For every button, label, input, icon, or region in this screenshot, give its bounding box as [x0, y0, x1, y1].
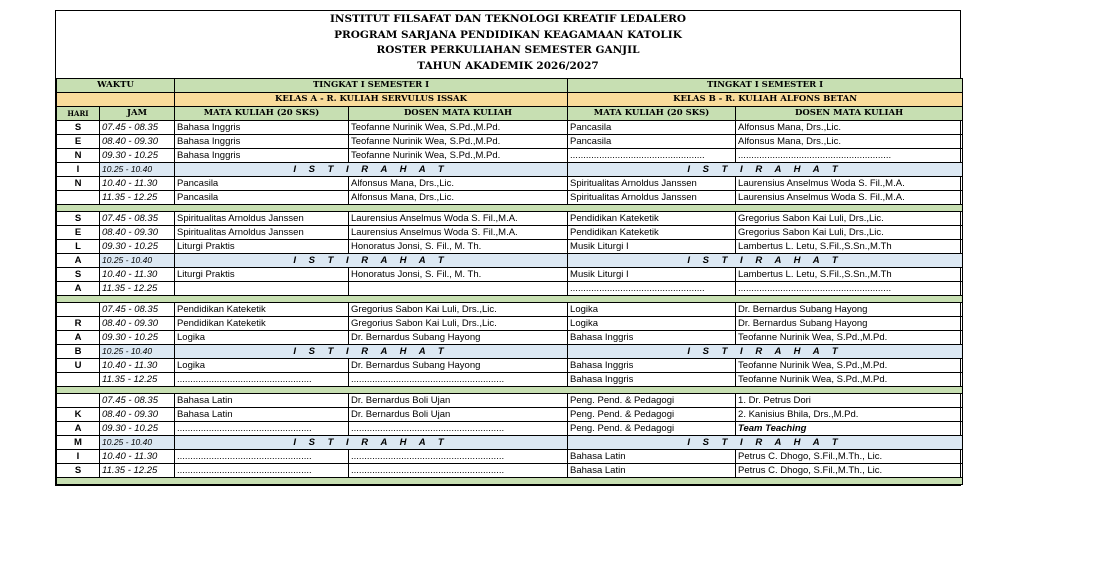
lecturer-b: Dr. Bernardus Subang Hayong [736, 303, 963, 317]
break-row [57, 345, 963, 359]
course-b: ................................................... [568, 282, 736, 296]
lecturer-b: Teofanne Nurinik Wea, S.Pd.,M.Pd. [736, 373, 963, 387]
lecturer-b: Dr. Bernardus Subang Hayong [736, 317, 963, 331]
schedule-row [57, 422, 963, 436]
lecturer-a: .......................................................... [349, 373, 568, 387]
lecturer-a: Laurensius Anselmus Woda S. Fil.,M.A. [349, 226, 568, 240]
waktu-header: WAKTU [57, 79, 175, 93]
separator-cell [57, 387, 963, 394]
schedule-row [57, 191, 963, 205]
lecturer-b: Petrus C. Dhogo, S.Fil.,M.Th., Lic. [736, 464, 963, 478]
day-letter: S [57, 268, 100, 282]
lecturer-a: Honoratus Jonsi, S. Fil., M. Th. [349, 268, 568, 282]
day-letter: A [57, 331, 100, 345]
day-letter: I [57, 450, 100, 464]
schedule-row [57, 450, 963, 464]
kelas-spacer [57, 93, 175, 107]
lecturer-a: .......................................................... [349, 450, 568, 464]
lecturer-b: 1. Dr. Petrus Dori [736, 394, 963, 408]
day-letter: A [57, 282, 100, 296]
lecturer-b: .......................................................... [736, 149, 963, 163]
time-slot: 09.30 - 10.25 [100, 240, 175, 254]
course-b: Pancasila [568, 121, 736, 135]
time-slot: 10.25 - 10.40 [100, 163, 175, 177]
course-b: Bahasa Latin [568, 450, 736, 464]
lecturer-b: Alfonsus Mana, Drs.,Lic. [736, 135, 963, 149]
kelas-header-b: KELAS B - R. KULIAH ALFONS BETAN [568, 93, 963, 107]
lecturer-b: 2. Kanisius Bhila, Drs.,M.Pd. [736, 408, 963, 422]
lecturer-a: Gregorius Sabon Kai Luli, Drs.,Lic. [349, 317, 568, 331]
time-slot: 10.25 - 10.40 [100, 254, 175, 268]
course-a: Pendidikan Kateketik [175, 317, 349, 331]
schedule-row [57, 135, 963, 149]
day-letter [57, 191, 100, 205]
tingkat-header-a: TINGKAT I SEMESTER I [175, 79, 568, 93]
lecturer-b: Gregorius Sabon Kai Luli, Drs.,Lic. [736, 226, 963, 240]
mata-kuliah-header-b: MATA KULIAH (20 SKS) [568, 107, 736, 121]
schedule-row [57, 359, 963, 373]
lecturer-a: Laurensius Anselmus Woda S. Fil.,M.A. [349, 212, 568, 226]
lecturer-b: Teofanne Nurinik Wea, S.Pd.,M.Pd. [736, 331, 963, 345]
program-name: PROGRAM SARJANA PENDIDIKAN KEAGAMAAN KATOLIK [334, 28, 682, 41]
course-b: Peng. Pend. & Pedagogi [568, 422, 736, 436]
course-a: Bahasa Inggris [175, 135, 349, 149]
separator-cell [57, 296, 963, 303]
lecturer-a: Teofanne Nurinik Wea, S.Pd.,M.Pd. [349, 149, 568, 163]
time-slot: 08.40 - 09.30 [100, 135, 175, 149]
hari-header: HARI [57, 107, 100, 121]
break-label-a: I S T I R A H A T [175, 163, 568, 177]
day-letter: A [57, 422, 100, 436]
course-b: Bahasa Inggris [568, 373, 736, 387]
course-a [175, 282, 349, 296]
time-slot: 07.45 - 08.35 [100, 394, 175, 408]
separator-cell [57, 478, 963, 485]
time-slot: 11.35 - 12.25 [100, 282, 175, 296]
lecturer-a [349, 282, 568, 296]
mata-kuliah-header-a: MATA KULIAH (20 SKS) [175, 107, 349, 121]
lecturer-a: Alfonsus Mana, Drs.,Lic. [349, 191, 568, 205]
schedule-row [57, 331, 963, 345]
day-letter: R [57, 317, 100, 331]
day-separator [57, 296, 963, 303]
time-slot: 10.40 - 11.30 [100, 177, 175, 191]
time-slot: 08.40 - 09.30 [100, 408, 175, 422]
lecturer-b: Laurensius Anselmus Woda S. Fil.,M.A. [736, 191, 963, 205]
schedule-row [57, 212, 963, 226]
break-row [57, 163, 963, 177]
course-b: Pendidikan Kateketik [568, 212, 736, 226]
time-slot: 07.45 - 08.35 [100, 303, 175, 317]
schedule-row [57, 282, 963, 296]
break-label-a: I S T I R A H A T [175, 254, 568, 268]
course-a: Logika [175, 331, 349, 345]
break-label-b: I S T I R A H A T [568, 345, 963, 359]
time-slot: 11.35 - 12.25 [100, 373, 175, 387]
lecturer-a: Gregorius Sabon Kai Luli, Drs.,Lic. [349, 303, 568, 317]
course-a: Pancasila [175, 191, 349, 205]
day-letter: N [57, 149, 100, 163]
lecturer-a: Dr. Bernardus Boli Ujan [349, 394, 568, 408]
course-a: Spiritualitas Arnoldus Janssen [175, 226, 349, 240]
schedule-row [57, 408, 963, 422]
schedule-row [57, 303, 963, 317]
course-a: Liturgi Praktis [175, 240, 349, 254]
course-b: Bahasa Inggris [568, 359, 736, 373]
day-letter: M [57, 436, 100, 450]
course-b: Spiritualitas Arnoldus Janssen [568, 191, 736, 205]
break-label-b: I S T I R A H A T [568, 163, 963, 177]
lecturer-a: Dr. Bernardus Boli Ujan [349, 408, 568, 422]
break-label-a: I S T I R A H A T [175, 345, 568, 359]
course-b: Bahasa Latin [568, 464, 736, 478]
roster-title: ROSTER PERKULIAHAN SEMESTER GANJIL [376, 44, 640, 56]
institute-name: INSTITUT FILSAFAT DAN TEKNOLOGI KREATIF LEDALERO [329, 13, 687, 25]
course-b: Peng. Pend. & Pedagogi [568, 408, 736, 422]
schedule-row [57, 317, 963, 331]
day-letter [57, 394, 100, 408]
lecturer-b: Teofanne Nurinik Wea, S.Pd.,M.Pd. [736, 359, 963, 373]
academic-year: TAHUN AKADEMIK 2026/2027 [417, 59, 599, 72]
lecturer-b: Alfonsus Mana, Drs.,Lic. [736, 121, 963, 135]
lecturer-a: .......................................................... [349, 464, 568, 478]
schedule-row [57, 121, 963, 135]
schedule-sheet [55, 10, 961, 486]
time-slot: 10.40 - 11.30 [100, 268, 175, 282]
time-slot: 08.40 - 09.30 [100, 226, 175, 240]
lecturer-b: Gregorius Sabon Kai Luli, Drs.,Lic. [736, 212, 963, 226]
tingkat-header-b: TINGKAT I SEMESTER I [568, 79, 963, 93]
day-separator [57, 205, 963, 212]
day-letter: S [57, 212, 100, 226]
lecturer-b: Team Teaching [736, 422, 963, 436]
lecturer-b: Laurensius Anselmus Woda S. Fil.,M.A. [736, 177, 963, 191]
lecturer-b: Petrus C. Dhogo, S.Fil.,M.Th., Lic. [736, 450, 963, 464]
course-a: Spiritualitas Arnoldus Janssen [175, 212, 349, 226]
time-slot: 09.30 - 10.25 [100, 331, 175, 345]
day-letter: I [57, 163, 100, 177]
course-b: ................................................... [568, 149, 736, 163]
day-letter: S [57, 121, 100, 135]
break-row [57, 436, 963, 450]
course-b: Musik Liturgi I [568, 268, 736, 282]
day-letter [57, 373, 100, 387]
lecturer-a: Dr. Bernardus Subang Hayong [349, 331, 568, 345]
schedule-row [57, 177, 963, 191]
dosen-header-a: DOSEN MATA KULIAH [349, 107, 568, 121]
day-letter: N [57, 177, 100, 191]
course-a: ................................................... [175, 373, 349, 387]
course-a: Bahasa Inggris [175, 121, 349, 135]
course-a: ................................................... [175, 464, 349, 478]
dosen-header-b: DOSEN MATA KULIAH [736, 107, 963, 121]
time-slot: 07.45 - 08.35 [100, 212, 175, 226]
separator-cell [57, 205, 963, 212]
time-slot: 08.40 - 09.30 [100, 317, 175, 331]
break-row [57, 254, 963, 268]
schedule-row [57, 149, 963, 163]
time-slot: 10.25 - 10.40 [100, 345, 175, 359]
course-b: Logika [568, 317, 736, 331]
course-b: Peng. Pend. & Pedagogi [568, 394, 736, 408]
schedule-row [57, 394, 963, 408]
day-letter [57, 303, 100, 317]
lecturer-a: Dr. Bernardus Subang Hayong [349, 359, 568, 373]
day-letter: L [57, 240, 100, 254]
break-label-b: I S T I R A H A T [568, 436, 963, 450]
day-separator [57, 387, 963, 394]
break-label-b: I S T I R A H A T [568, 254, 963, 268]
schedule-row [57, 226, 963, 240]
lecturer-a: .......................................................... [349, 422, 568, 436]
lecturer-a: Teofanne Nurinik Wea, S.Pd.,M.Pd. [349, 121, 568, 135]
course-a: Pendidikan Kateketik [175, 303, 349, 317]
time-slot: 10.40 - 11.30 [100, 450, 175, 464]
course-a: Logika [175, 359, 349, 373]
course-a: Pancasila [175, 177, 349, 191]
time-slot: 07.45 - 08.35 [100, 121, 175, 135]
time-slot: 09.30 - 10.25 [100, 422, 175, 436]
document-header [56, 11, 960, 78]
lecturer-b: Lambertus L. Letu, S.Fil.,S.Sn.,M.Th [736, 268, 963, 282]
course-b: Logika [568, 303, 736, 317]
course-b: Pendidikan Kateketik [568, 226, 736, 240]
time-slot: 10.40 - 11.30 [100, 359, 175, 373]
time-slot: 09.30 - 10.25 [100, 149, 175, 163]
schedule-row [57, 268, 963, 282]
jam-header: JAM [100, 107, 175, 121]
day-letter: A [57, 254, 100, 268]
time-slot: 11.35 - 12.25 [100, 464, 175, 478]
day-letter: E [57, 226, 100, 240]
course-b: Spiritualitas Arnoldus Janssen [568, 177, 736, 191]
kelas-header-a: KELAS A - R. KULIAH SERVULUS ISSAK [175, 93, 568, 107]
lecturer-b: Lambertus L. Letu, S.Fil.,S.Sn.,M.Th [736, 240, 963, 254]
lecturer-a: Honoratus Jonsi, S. Fil., M. Th. [349, 240, 568, 254]
day-letter: E [57, 135, 100, 149]
day-letter: S [57, 464, 100, 478]
course-b: Bahasa Inggris [568, 331, 736, 345]
course-a: Bahasa Latin [175, 408, 349, 422]
course-a: ................................................... [175, 450, 349, 464]
course-a: Bahasa Inggris [175, 149, 349, 163]
lecturer-a: Alfonsus Mana, Drs.,Lic. [349, 177, 568, 191]
lecturer-b: .......................................................... [736, 282, 963, 296]
break-label-a: I S T I R A H A T [175, 436, 568, 450]
day-letter: U [57, 359, 100, 373]
course-a: ................................................... [175, 422, 349, 436]
schedule-table [56, 78, 963, 485]
day-letter: K [57, 408, 100, 422]
schedule-row [57, 240, 963, 254]
course-a: Bahasa Latin [175, 394, 349, 408]
day-letter: B [57, 345, 100, 359]
course-b: Pancasila [568, 135, 736, 149]
time-slot: 11.35 - 12.25 [100, 191, 175, 205]
schedule-row [57, 373, 963, 387]
course-b: Musik Liturgi I [568, 240, 736, 254]
lecturer-a: Teofanne Nurinik Wea, S.Pd.,M.Pd. [349, 135, 568, 149]
day-separator [57, 478, 963, 485]
schedule-row [57, 464, 963, 478]
time-slot: 10.25 - 10.40 [100, 436, 175, 450]
course-a: Liturgi Praktis [175, 268, 349, 282]
